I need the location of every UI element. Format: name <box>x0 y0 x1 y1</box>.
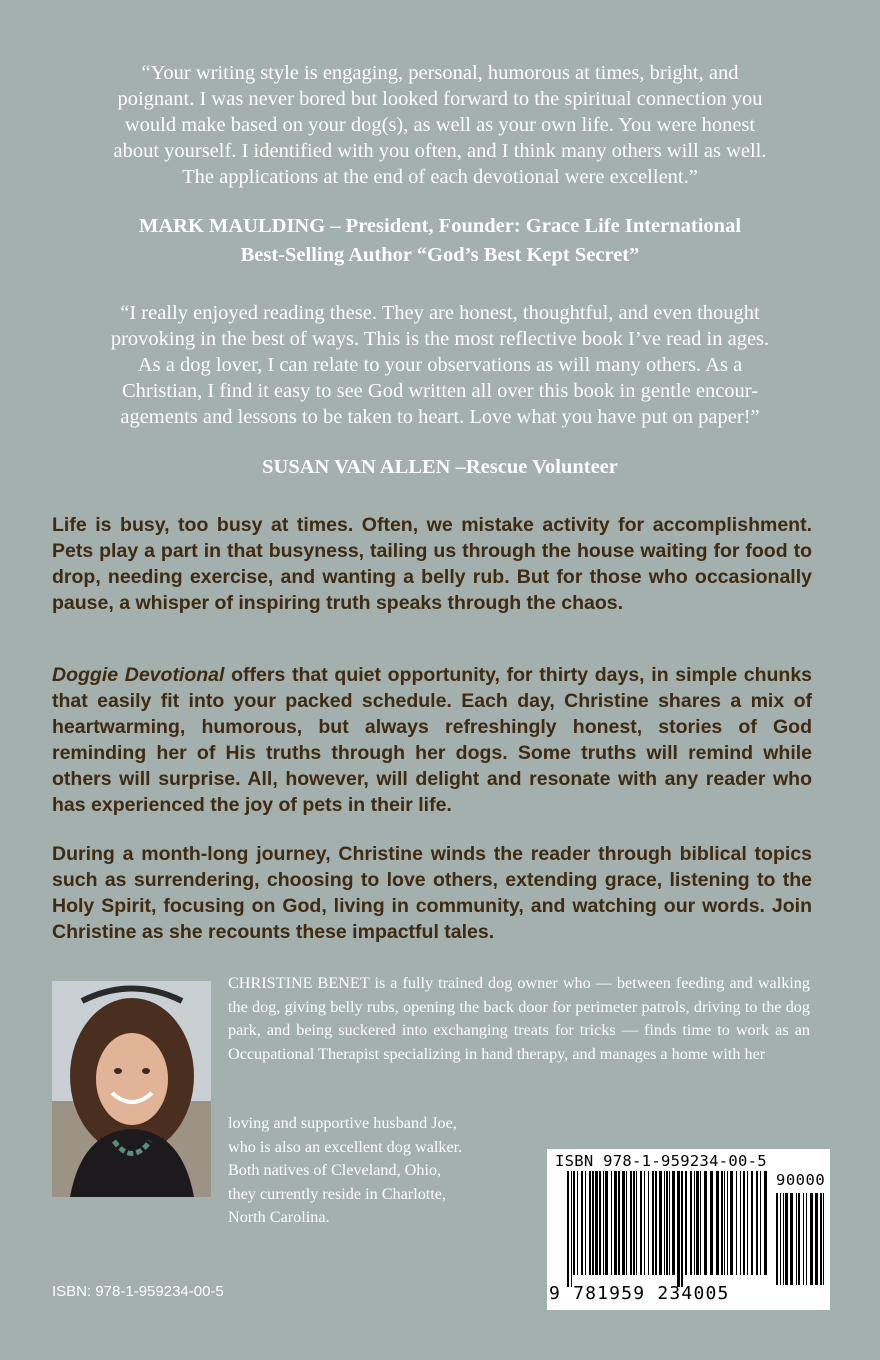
endorsement-quote-2 <box>52 300 828 430</box>
barcode-bar <box>724 1171 725 1275</box>
barcode-bar <box>716 1171 719 1275</box>
barcode-bar <box>736 1171 737 1275</box>
barcode-bar <box>694 1171 695 1275</box>
barcode-bar <box>740 1171 741 1275</box>
barcode-bar <box>573 1171 575 1275</box>
barcode-bar <box>644 1171 645 1275</box>
barcode-bar <box>704 1171 707 1275</box>
barcode-bar <box>595 1171 598 1275</box>
barcode-bar <box>652 1171 654 1275</box>
barcode-bar <box>780 1193 781 1285</box>
barcode-bar <box>577 1171 578 1275</box>
quote-line: “Your writing style is engaging, personal, humorous at times, bright, and <box>141 62 739 84</box>
barcode-bar <box>655 1171 657 1275</box>
barcode-bar <box>798 1193 800 1285</box>
barcode-bar <box>640 1171 642 1275</box>
barcode-price-code: 90000 <box>776 1171 826 1189</box>
barcode-bar <box>696 1171 699 1275</box>
author-photo <box>52 981 211 1197</box>
isbn-text: ISBN: 978-1-959234-00-5 <box>52 1283 224 1300</box>
addon-barcode <box>776 1193 826 1285</box>
barcode-bar <box>730 1171 733 1275</box>
barcode-bar <box>820 1193 822 1285</box>
barcode-bar <box>666 1171 668 1275</box>
barcode-isbn-label: ISBN 978-1-959234-00-5 <box>555 1152 767 1170</box>
ean-barcode <box>567 1171 767 1289</box>
barcode-bar <box>589 1171 591 1275</box>
endorsement-quote-1 <box>52 60 828 190</box>
barcode-bar <box>710 1171 713 1275</box>
barcode-bar <box>648 1171 649 1275</box>
barcode-bar <box>622 1171 625 1275</box>
barcode-bar <box>581 1171 583 1275</box>
barcode-bar <box>727 1171 728 1275</box>
barcode-bar <box>764 1171 767 1275</box>
barcode-bar <box>810 1193 813 1285</box>
barcode-bar <box>626 1171 627 1275</box>
bio-line: they currently reside in Charlotte, <box>228 1184 447 1203</box>
blurb-paragraph-2 <box>52 662 812 818</box>
quote-line: provoking in the best of ways. This is the most reflective book I’ve read in ages. <box>110 328 770 350</box>
barcode-bar <box>618 1171 620 1275</box>
quote-line: agements and lessons to be taken to heart. Love what you have put on paper!” <box>120 406 760 428</box>
endorsement-attribution-2 <box>40 453 840 482</box>
barcode-bar <box>659 1171 662 1275</box>
quote-line: The applications at the end of each devotional were excellent.” <box>182 166 698 188</box>
endorsement-attribution-1 <box>40 212 840 270</box>
barcode-bar <box>690 1171 692 1275</box>
barcode-bar <box>785 1193 788 1285</box>
barcode-bar <box>721 1171 723 1275</box>
bio-line: who is also an excellent dog walker. <box>228 1137 463 1156</box>
barcode-bar <box>756 1171 758 1275</box>
barcode-bar <box>747 1171 748 1275</box>
bio-line: North Carolina. <box>228 1208 330 1226</box>
quote-line: “I really enjoyed reading these. They are honest, thoughtful, and even thought <box>120 302 760 324</box>
bio-line: loving and supportive husband Joe, <box>228 1114 457 1132</box>
barcode-bar <box>776 1193 778 1285</box>
attribution-line: Best-Selling Author “God’s Best Kept Secret” <box>240 244 640 266</box>
quote-line: As a dog lover, I can relate to your observations as will many others. As a <box>137 354 743 376</box>
barcode-bar <box>664 1171 665 1275</box>
author-portrait-drawing <box>52 981 211 1197</box>
barcode-bar <box>743 1171 745 1275</box>
bio-line: Both natives of Cleveland, Ohio, <box>228 1161 442 1179</box>
blurb-paragraph-2-text: offers that quiet opportunity, for thirty days, in simple chunks that easily fit into your packed schedule. Each day, Christine shares a mix of heartwarming, humorous, but always refreshingly honest, stories of God reminding her of His truths through her dogs. Some truths will remind while others will surprise. All, however, will delight and resonate with any reader who has experienced the joy of pets in their life. <box>52 664 813 816</box>
barcode-bar <box>823 1193 824 1285</box>
author-bio: CHRISTINE BENET is a fully trained dog owner who — between feeding and walking the dog, giving belly rubs, opening the back door for perimeter patrols, driving to the dog park, and being suckered into exchanging treats for tricks — finds time to work as an Occupational Therapist specializing in hand therapy, and manages a home with her <box>228 974 810 1063</box>
barcode-bar <box>806 1193 807 1285</box>
attribution-line: MARK MAULDING – President, Founder: Grace Life International <box>138 215 742 237</box>
attribution-line: SUSAN VAN ALLEN –Rescue Volunteer <box>262 456 618 478</box>
barcode-bar <box>815 1193 818 1285</box>
barcode-bar <box>669 1171 670 1275</box>
barcode-bar <box>592 1171 594 1275</box>
barcode-bar <box>567 1171 569 1287</box>
barcode-bar <box>605 1171 608 1275</box>
barcode-bar <box>790 1193 793 1285</box>
barcode-bar <box>677 1171 680 1287</box>
barcode-bar <box>751 1171 753 1275</box>
barcode-bar <box>685 1171 687 1275</box>
barcode-bar <box>672 1171 675 1275</box>
barcode-bar <box>611 1171 612 1275</box>
barcode-bar <box>803 1193 804 1285</box>
barcode-bar <box>783 1193 784 1285</box>
barcode-bar <box>614 1171 617 1275</box>
author-bio-continued <box>228 1112 538 1230</box>
barcode-bar <box>796 1193 797 1285</box>
barcode-bar <box>603 1171 604 1275</box>
blurb-paragraph-1: Life is busy, too busy at times. Often, we mistake activity for accomplishment. Pets play a part in that busyness, tailing us through the house waiting for food to drop, needing exercise, and wanting a belly rub. But for those who occasionally pause, a whisper of inspiring truth speaks through the chaos. <box>52 514 812 614</box>
quote-line: poignant. I was never bored but looked forward to the spiritual connection you <box>117 88 763 110</box>
barcode-box <box>547 1149 830 1310</box>
quote-line: about yourself. I identified with you often, and I think many others will as well. <box>113 140 767 162</box>
quote-line: would make based on your dog(s), as well as your own life. You were honest <box>124 114 756 136</box>
barcode-bar <box>760 1171 761 1275</box>
barcode-digits: 9 781959 234005 <box>549 1283 730 1304</box>
barcode-bar <box>633 1171 635 1275</box>
barcode-bar <box>585 1171 586 1275</box>
barcode-bar <box>571 1171 572 1287</box>
barcode-bar <box>700 1171 701 1275</box>
barcode-bar <box>630 1171 632 1275</box>
barcode-bar <box>599 1171 601 1275</box>
barcode-bar <box>636 1171 637 1275</box>
barcode-bar <box>681 1171 683 1287</box>
book-title: Doggie Devotional <box>52 664 225 686</box>
quote-line: Christian, I find it easy to see God written all over this book in gentle encour- <box>121 380 759 402</box>
blurb-paragraph-3: During a month-long journey, Christine winds the reader through biblical topics such as surrendering, choosing to love others, extending grace, listening to the Holy Spirit, focusing on God, living in community, and watching our words. Join Christine as she recounts these impactful tales. <box>52 843 812 943</box>
